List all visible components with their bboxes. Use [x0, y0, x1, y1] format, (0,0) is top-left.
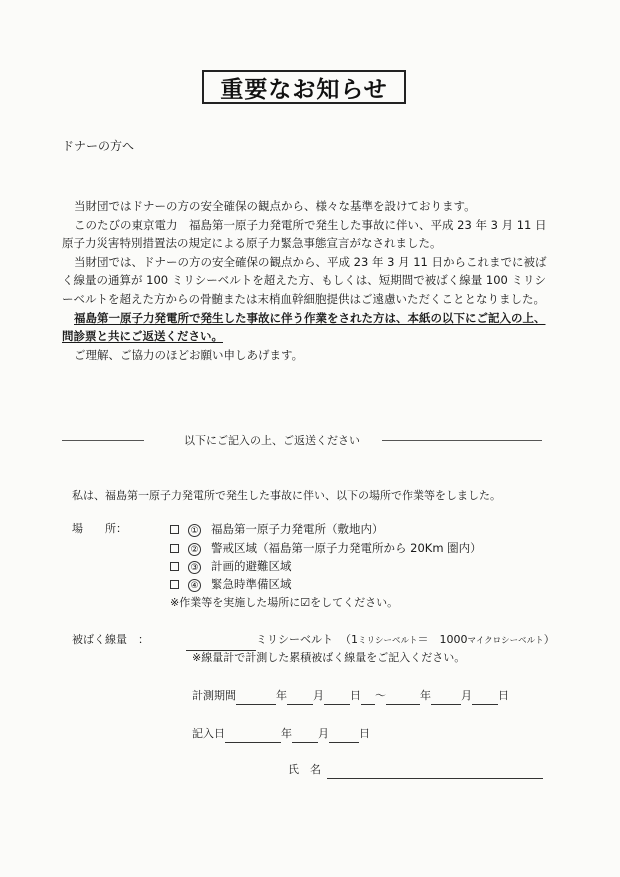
entry-date-row — [192, 724, 370, 743]
separator-text: 以下にご記入の上、ご返送ください — [184, 434, 360, 447]
entry-month-blank[interactable] — [292, 728, 318, 743]
place-number-4: ④ — [188, 579, 201, 592]
addressee: ドナーの方へ — [62, 139, 135, 153]
period-label: 計測期間 — [192, 689, 236, 702]
place-number-3: ③ — [188, 561, 201, 574]
period-end-year: 年 — [420, 689, 431, 702]
closing-line: ご理解、ご協力のほどお願い申しあげます。 — [74, 347, 304, 362]
place-label-1: 福島第一原子力発電所（敷地内） — [211, 522, 384, 536]
period-row — [192, 686, 509, 705]
entry-year: 年 — [281, 727, 292, 740]
period-start-day: 日 — [350, 689, 361, 702]
period-start-day-blank[interactable] — [324, 690, 350, 705]
place-option-4[interactable] — [170, 576, 292, 592]
period-end-year-blank[interactable] — [386, 690, 420, 705]
paragraph-3: 当財団では、ドナーの方の安全確保の観点から、平成 23 年 3 月 11 日からこれまでに被ばく線量の通算が 100 ミリシーベルトを超えた方、もしくは、短期間で被ばく線量 100 ミリシーベルトを超えた方からの骨髄または末梢血幹細胞提供はご遠慮いただくこととなりました。 — [62, 254, 547, 306]
period-end-month-blank[interactable] — [431, 690, 461, 705]
paragraph-2: このたびの東京電力 福島第一原子力発電所で発生した事故に伴い、平成 23 年 3 月 11 日原子力災害特別措置法の規定による原子力緊急事態宣言がなされました。 — [62, 217, 547, 251]
place-number-1: ① — [188, 524, 201, 537]
place-option-3[interactable] — [170, 558, 292, 574]
paragraph-1: 当財団ではドナーの方の安全確保の観点から、様々な基準を設けております。 — [74, 199, 476, 213]
period-gap — [361, 690, 375, 705]
place-note: ※作業等を実施した場所に☑をしてください。 — [170, 596, 399, 609]
name-row — [288, 760, 543, 779]
period-end-day: 日 — [498, 689, 509, 702]
period-end-month: 月 — [461, 689, 472, 702]
period-start-month-blank[interactable] — [287, 690, 313, 705]
notice-title: 重要なお知らせ — [202, 70, 406, 104]
separator-line-right — [382, 440, 542, 441]
period-tilde: ～ — [375, 689, 386, 702]
entry-month: 月 — [318, 727, 329, 740]
period-start-year: 年 — [276, 689, 287, 702]
place-label-2: 警戒区域（福島第一原子力発電所から 20Km 圏内） — [211, 541, 482, 555]
place-label-3: 計画的避難区域 — [211, 559, 292, 573]
checkbox-2[interactable] — [170, 544, 179, 553]
entry-date-label: 記入日 — [192, 727, 225, 740]
dose-conversion-close: ） — [543, 633, 555, 646]
form-intro: 私は、福島第一原子力発電所で発生した事故に伴い、以下の場所で作業等をしました。 — [72, 489, 501, 502]
dose-conversion-to: マイクロシーベルト — [467, 636, 544, 646]
place-option-1[interactable] — [170, 521, 384, 537]
entry-day: 日 — [359, 727, 370, 740]
name-blank[interactable] — [327, 764, 543, 779]
dose-label: 被ばく線量 ： — [72, 633, 149, 646]
place-label-4: 緊急時準備区域 — [211, 577, 292, 591]
period-start-year-blank[interactable] — [236, 690, 276, 705]
dose-conversion-from: ミリシーベルト — [358, 636, 418, 646]
dose-note: ※線量計で計測した累積被ばく線量をご記入ください。 — [192, 651, 466, 664]
checkbox-4[interactable] — [170, 580, 179, 589]
period-start-month: 月 — [313, 689, 324, 702]
entry-day-blank[interactable] — [329, 728, 359, 743]
name-label: 氏 名 — [288, 763, 321, 776]
place-option-2[interactable] — [170, 540, 482, 556]
checkbox-1[interactable] — [170, 525, 179, 534]
emphasis-notice: 福島第一原子力発電所で発生した事故に伴う作業をされた方は、本紙の以下にご記入の上、問診票と共にご返送ください。 — [62, 310, 546, 344]
notice-body — [62, 197, 552, 364]
dose-unit: ミリシーベルト — [256, 633, 333, 646]
dose-conversion-eq: ＝ 1000 — [417, 633, 468, 646]
entry-year-blank[interactable] — [225, 728, 281, 743]
period-end-day-blank[interactable] — [472, 690, 498, 705]
place-label: 場 所： — [72, 522, 127, 535]
place-number-2: ② — [188, 543, 201, 556]
checkbox-3[interactable] — [170, 562, 179, 571]
separator-line-left — [62, 440, 144, 441]
dose-conversion-open: （1 — [340, 633, 358, 646]
